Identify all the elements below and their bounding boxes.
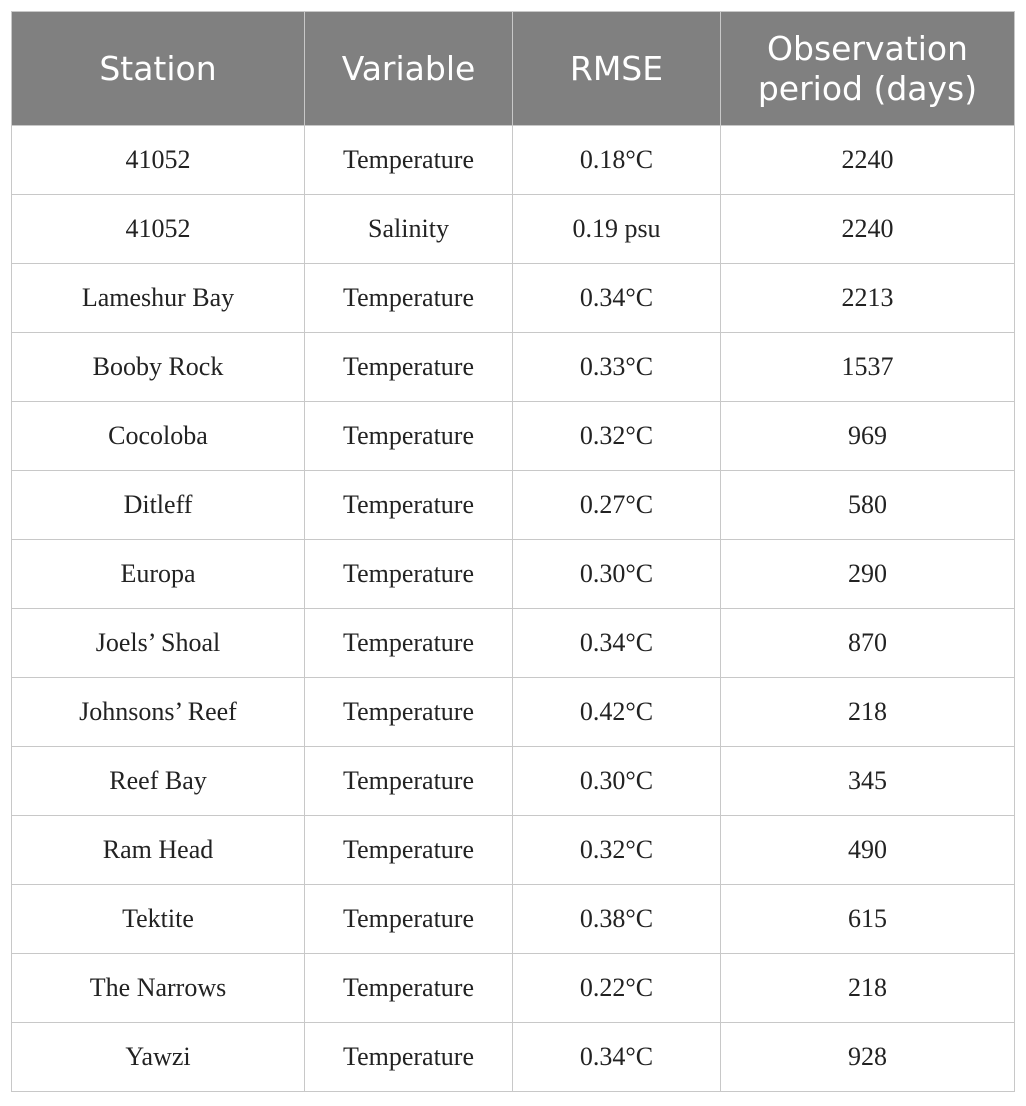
cell-station: Reef Bay <box>12 747 305 816</box>
cell-variable: Temperature <box>305 609 513 678</box>
cell-rmse: 0.32°C <box>513 402 721 471</box>
cell-station: Ram Head <box>12 816 305 885</box>
cell-variable: Temperature <box>305 402 513 471</box>
table-body <box>12 126 1015 1092</box>
table-row <box>12 954 1015 1023</box>
cell-rmse: 0.34°C <box>513 1023 721 1092</box>
cell-observation-period: 928 <box>721 1023 1015 1092</box>
cell-variable: Temperature <box>305 264 513 333</box>
header-station: Station <box>12 12 305 126</box>
cell-variable: Temperature <box>305 333 513 402</box>
cell-station: Booby Rock <box>12 333 305 402</box>
cell-observation-period: 2240 <box>721 126 1015 195</box>
table-row <box>12 816 1015 885</box>
cell-variable: Temperature <box>305 816 513 885</box>
table-row <box>12 609 1015 678</box>
cell-variable: Temperature <box>305 1023 513 1092</box>
cell-observation-period: 1537 <box>721 333 1015 402</box>
cell-observation-period: 218 <box>721 954 1015 1023</box>
cell-rmse: 0.33°C <box>513 333 721 402</box>
table-row <box>12 747 1015 816</box>
table-row <box>12 1023 1015 1092</box>
cell-rmse: 0.34°C <box>513 264 721 333</box>
cell-rmse: 0.22°C <box>513 954 721 1023</box>
cell-observation-period: 2240 <box>721 195 1015 264</box>
cell-observation-period: 870 <box>721 609 1015 678</box>
table-row <box>12 195 1015 264</box>
cell-variable: Temperature <box>305 126 513 195</box>
cell-variable: Temperature <box>305 471 513 540</box>
header-observation-period: Observation period (days) <box>721 12 1015 126</box>
cell-observation-period: 615 <box>721 885 1015 954</box>
cell-station: The Narrows <box>12 954 305 1023</box>
cell-variable: Temperature <box>305 954 513 1023</box>
cell-rmse: 0.30°C <box>513 747 721 816</box>
cell-rmse: 0.42°C <box>513 678 721 747</box>
cell-station: Johnsons’ Reef <box>12 678 305 747</box>
cell-station: Joels’ Shoal <box>12 609 305 678</box>
header-variable: Variable <box>305 12 513 126</box>
cell-station: Tektite <box>12 885 305 954</box>
cell-station: Europa <box>12 540 305 609</box>
cell-variable: Salinity <box>305 195 513 264</box>
cell-station: 41052 <box>12 126 305 195</box>
cell-rmse: 0.19 psu <box>513 195 721 264</box>
table-row <box>12 540 1015 609</box>
cell-observation-period: 490 <box>721 816 1015 885</box>
cell-variable: Temperature <box>305 678 513 747</box>
table-header <box>12 12 1015 126</box>
cell-station: 41052 <box>12 195 305 264</box>
header-row <box>12 12 1015 126</box>
cell-rmse: 0.30°C <box>513 540 721 609</box>
data-table-container <box>11 11 1015 1092</box>
table-row <box>12 264 1015 333</box>
cell-observation-period: 580 <box>721 471 1015 540</box>
cell-variable: Temperature <box>305 747 513 816</box>
cell-observation-period: 218 <box>721 678 1015 747</box>
cell-rmse: 0.27°C <box>513 471 721 540</box>
header-rmse: RMSE <box>513 12 721 126</box>
cell-rmse: 0.38°C <box>513 885 721 954</box>
table-row <box>12 402 1015 471</box>
table-row <box>12 126 1015 195</box>
cell-station: Lameshur Bay <box>12 264 305 333</box>
cell-observation-period: 969 <box>721 402 1015 471</box>
cell-variable: Temperature <box>305 540 513 609</box>
cell-rmse: 0.18°C <box>513 126 721 195</box>
cell-station: Yawzi <box>12 1023 305 1092</box>
table-row <box>12 885 1015 954</box>
table-row <box>12 471 1015 540</box>
cell-station: Ditleff <box>12 471 305 540</box>
station-rmse-table <box>11 11 1015 1092</box>
table-row <box>12 678 1015 747</box>
cell-rmse: 0.32°C <box>513 816 721 885</box>
cell-station: Cocoloba <box>12 402 305 471</box>
table-row <box>12 333 1015 402</box>
cell-observation-period: 290 <box>721 540 1015 609</box>
cell-observation-period: 345 <box>721 747 1015 816</box>
cell-observation-period: 2213 <box>721 264 1015 333</box>
cell-rmse: 0.34°C <box>513 609 721 678</box>
cell-variable: Temperature <box>305 885 513 954</box>
